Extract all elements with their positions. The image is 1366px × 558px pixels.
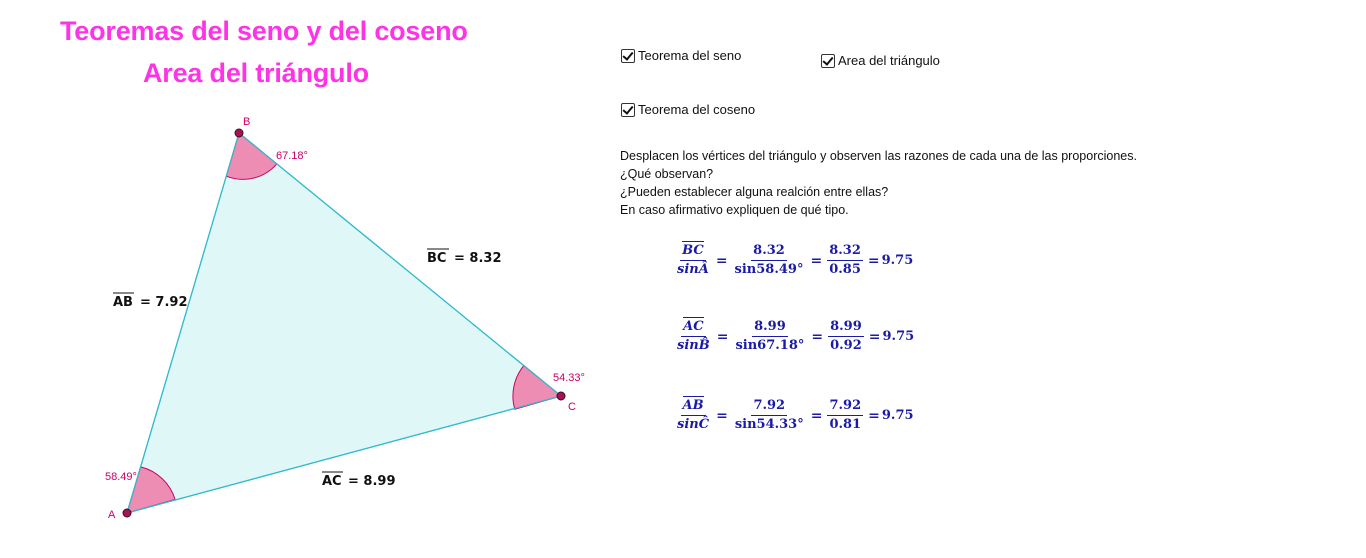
svg-text:AC: AC xyxy=(322,474,342,489)
vertex-a-point[interactable] xyxy=(123,509,131,517)
side-ab-label xyxy=(113,293,188,310)
checkbox-checked-icon[interactable] xyxy=(621,49,635,63)
vertex-b-label: B xyxy=(243,116,251,128)
sine-ratio-formula-c: $\frac{AB}{\sin Ĉ}$ = $\frac{7.92}{\sin 54.33^\circ}$ = $\frac{7.92}{0.81}$ = 9.75 xyxy=(677,398,914,432)
checkbox-teorema-coseno[interactable] xyxy=(621,102,755,117)
sine-ratio-formula-b: $\frac{AC}{\sin B̂}$ = $\frac{8.99}{\sin 67.18^\circ}$ = $\frac{8.99}{0.92}$ = 9.75 xyxy=(677,319,915,353)
side-ac-label xyxy=(322,472,396,489)
instruction-line: ¿Qué observan? xyxy=(620,167,714,181)
svg-text:BC: BC xyxy=(427,251,447,266)
vertex-b-point[interactable] xyxy=(235,129,243,137)
svg-text:AB: AB xyxy=(113,295,133,310)
title-line-1: Teoremas del seno y del coseno xyxy=(60,16,468,46)
angle-a-label: 58.49° xyxy=(105,471,137,483)
svg-text:= 8.32: = 8.32 xyxy=(454,251,502,266)
instructions-text xyxy=(620,147,1137,219)
instruction-line: En caso afirmativo expliquen de qué tipo. xyxy=(620,203,849,217)
triangle xyxy=(127,133,561,513)
svg-text:= 7.92: = 7.92 xyxy=(140,295,188,310)
checkbox-checked-icon[interactable] xyxy=(621,103,635,117)
checkbox-checked-icon[interactable] xyxy=(821,54,835,68)
svg-text:= 8.99: = 8.99 xyxy=(348,474,396,489)
checkbox-label: Teorema del coseno xyxy=(638,102,756,117)
checkbox-teorema-seno[interactable] xyxy=(621,48,741,63)
instruction-line: Desplacen los vértices del triángulo y observen las razones de cada una de las proporciones. xyxy=(620,149,1137,163)
title-line-2: Area del triángulo xyxy=(143,58,369,88)
vertex-c-point[interactable] xyxy=(557,392,565,400)
geometry-canvas[interactable] xyxy=(0,0,600,558)
instruction-line: ¿Pueden establecer alguna realción entre ellas? xyxy=(620,185,889,199)
vertex-c-label: C xyxy=(568,401,576,413)
angle-c-label: 54.33° xyxy=(553,372,585,384)
checkbox-label: Teorema del seno xyxy=(638,48,742,63)
side-bc-label xyxy=(427,249,502,266)
angle-b-label: 67.18° xyxy=(276,150,308,162)
checkbox-area-triangulo[interactable] xyxy=(821,53,940,68)
checkbox-label: Area del triángulo xyxy=(838,53,940,68)
vertex-a-label: A xyxy=(108,509,116,521)
sine-ratio-formula-a: $\frac{BC}{\sin Â}$ = $\frac{8.32}{\sin 58.49^\circ}$ = $\frac{8.32}{0.85}$ = 9.75 xyxy=(677,243,914,277)
